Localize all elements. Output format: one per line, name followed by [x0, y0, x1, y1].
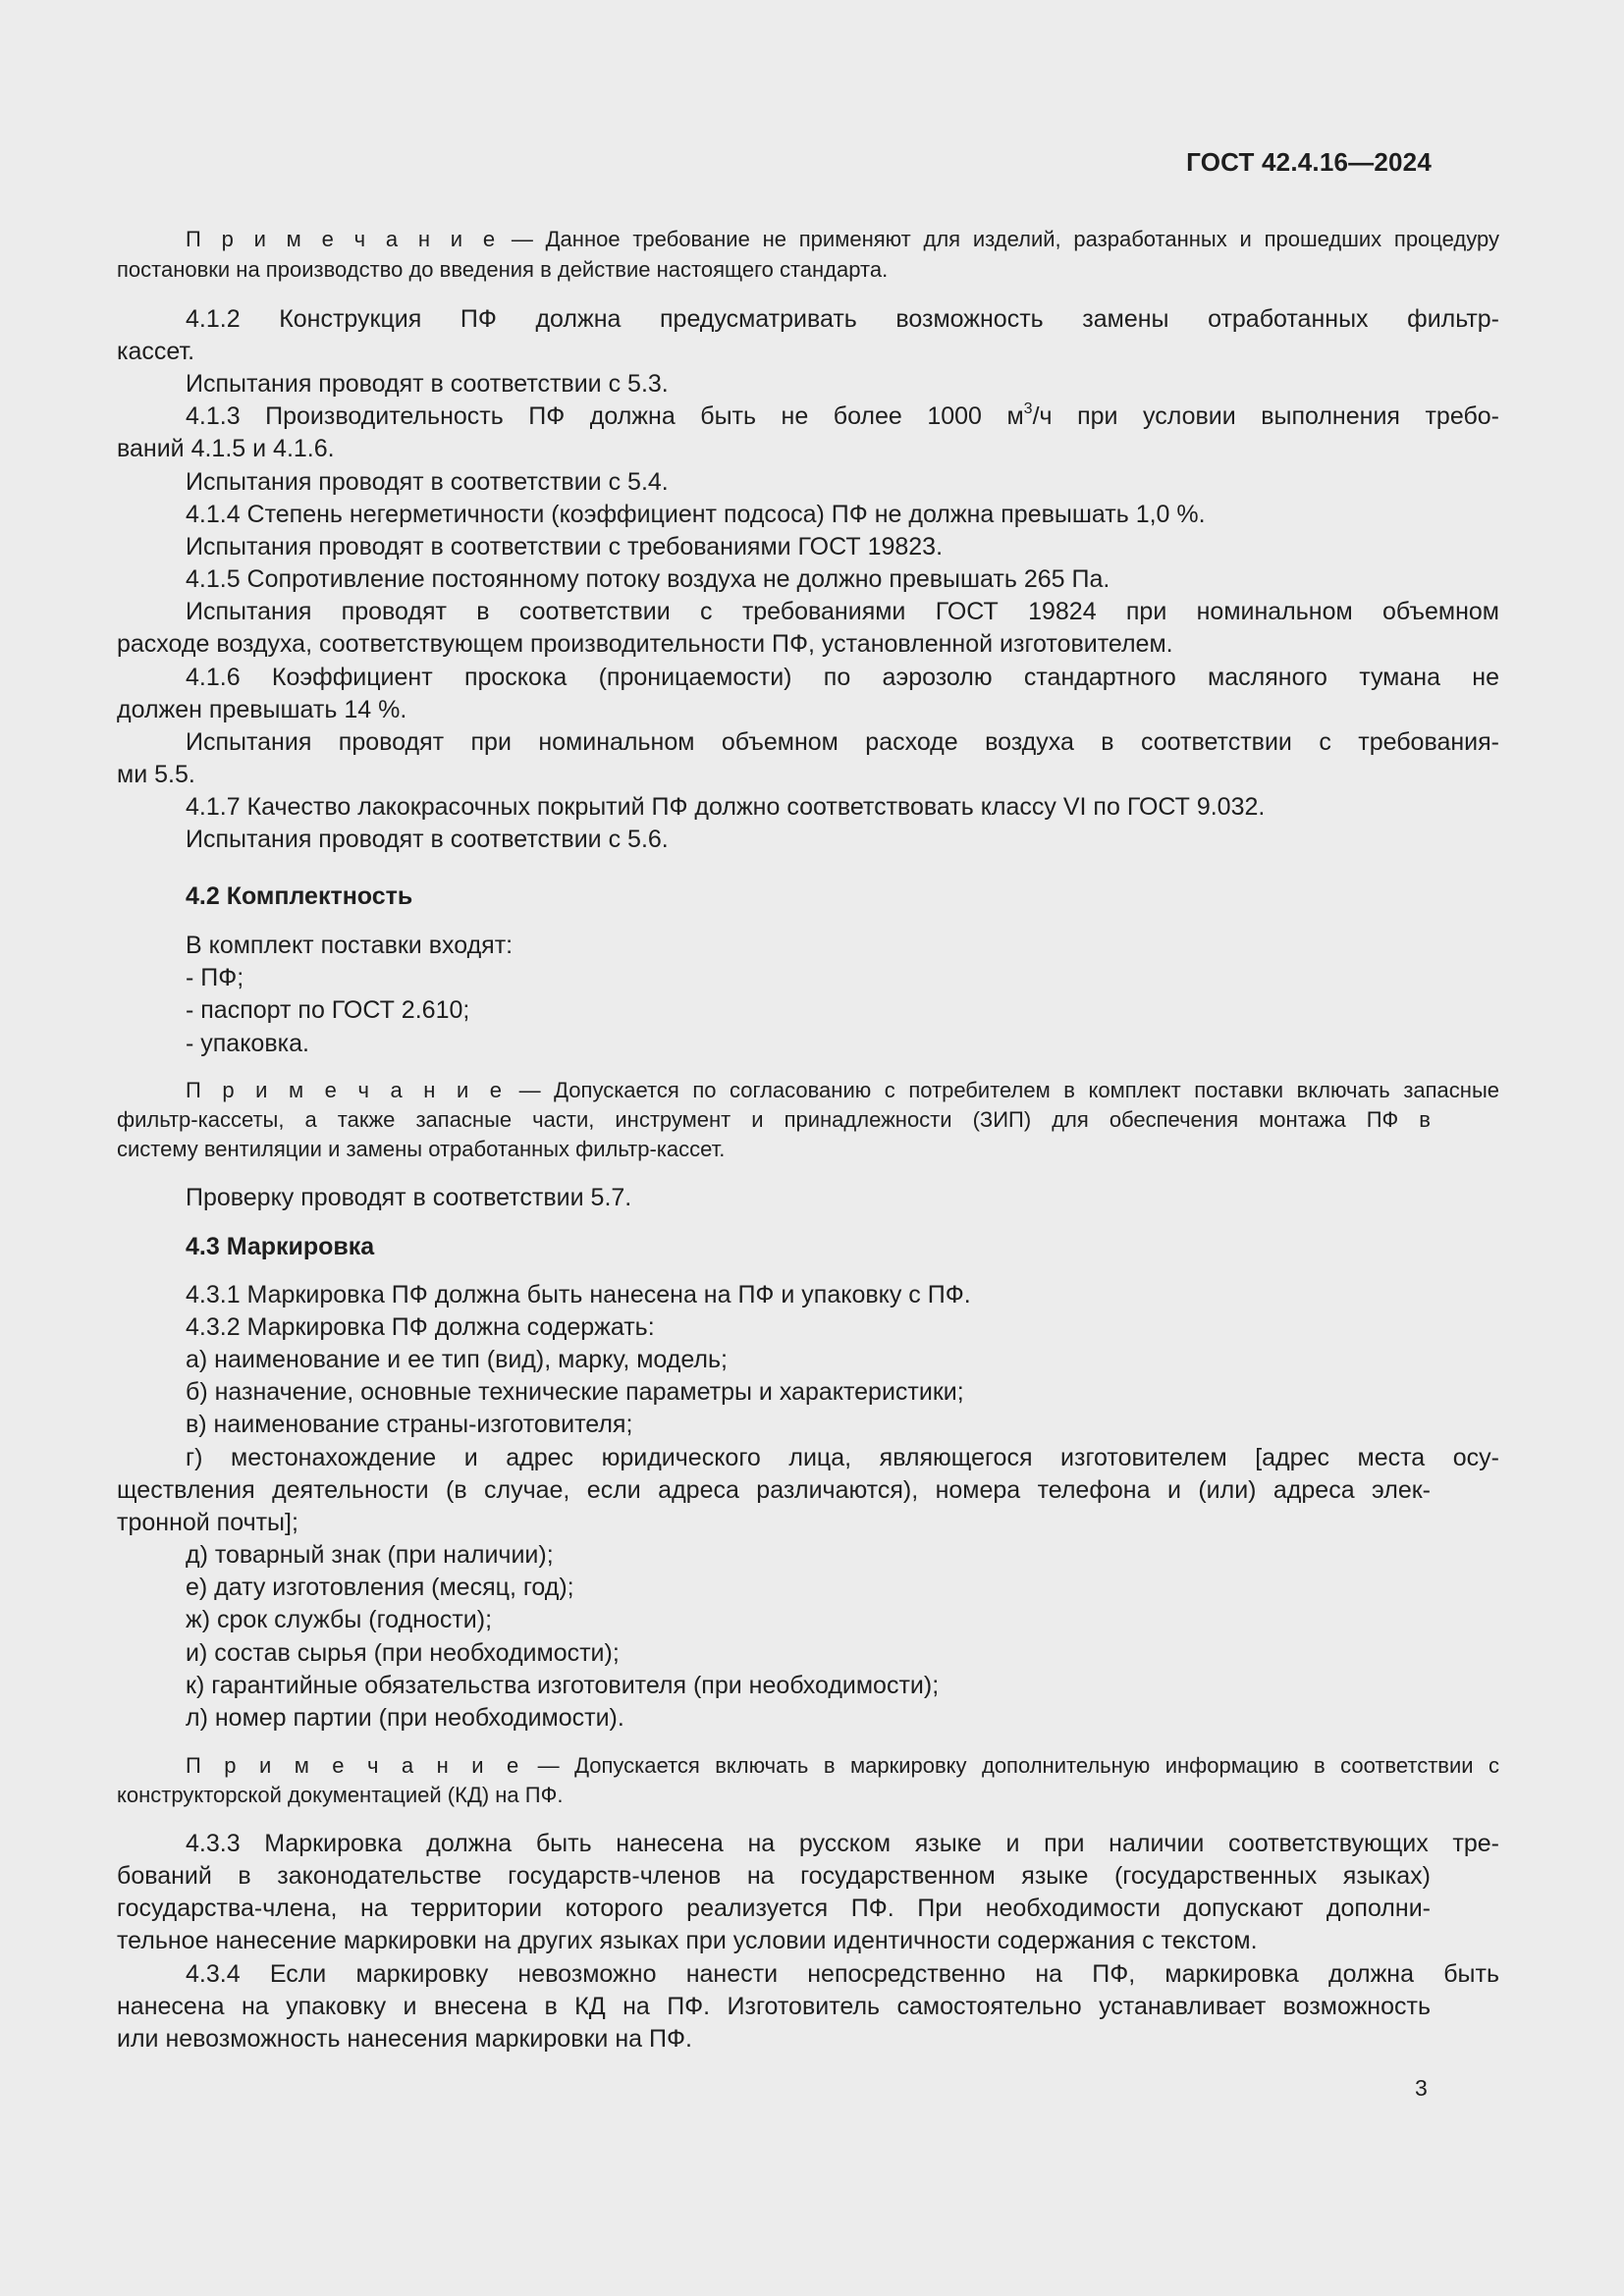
note2-line1	[117, 1076, 1499, 1105]
clause-4-3-3-line2: бований в законодательстве государств-членов на государственном языке (государственных языках)	[117, 1862, 1431, 1890]
clause-4-3-1: 4.3.1 Маркировка ПФ должна быть нанесена на ПФ и упаковку с ПФ.	[186, 1281, 971, 1308]
list-item: ж) срок службы (годности);	[186, 1606, 493, 1633]
clause-4-1-4-line1: 4.1.4 Степень негерметичности (коэффициент подсоса) ПФ не должна превышать 1,0 %.	[186, 501, 1206, 528]
clause-4-3-4-line3: или невозможность нанесения маркировки на ПФ.	[117, 2025, 692, 2053]
note2-line2: фильтр-кассеты, а также запасные части, инструмент и принадлежности (ЗИП) для обеспечения монтажа ПФ в	[117, 1107, 1431, 1132]
list-item: б) назначение, основные технические параметры и характеристики;	[186, 1378, 964, 1406]
note1-line1	[117, 225, 1499, 254]
clause-4-1-5-test1: Испытания проводят в соответствии с требованиями ГОСТ 19824 при номинальном объемном	[186, 598, 1499, 625]
clause-4-1-3-line1	[117, 400, 1499, 433]
clause-4-1-6-line2: должен превышать 14 %.	[117, 696, 407, 723]
clause-4-3-4-line1: 4.3.4 Если маркировку невозможно нанести непосредственно на ПФ, маркировка должна быть	[186, 1960, 1499, 1988]
section-4-3-heading: 4.3 Маркировка	[186, 1233, 375, 1260]
section-4-2-heading: 4.2 Комплектность	[186, 882, 413, 910]
clause-4-1-7-line1: 4.1.7 Качество лакокрасочных покрытий ПФ должно соответствовать классу VI по ГОСТ 9.032.	[186, 793, 1266, 821]
note3-line1	[117, 1751, 1499, 1781]
list-item: д) товарный знак (при наличии);	[186, 1541, 554, 1569]
clause-4-1-6-line1: 4.1.6 Коэффициент проскока (проницаемости) по аэрозолю стандартного масляного тумана не	[186, 664, 1499, 691]
document-header: ГОСТ 42.4.16—2024	[1186, 147, 1432, 177]
list-item: - паспорт по ГОСТ 2.610;	[186, 996, 470, 1024]
note2-line3: систему вентиляции и замены отработанных фильтр-кассет.	[117, 1137, 726, 1161]
list-item-g-line3: тронной почты];	[117, 1509, 298, 1536]
clause-4-1-3-text-a: 4.1.3 Производительность ПФ должна быть не более 1000 м	[186, 402, 1024, 430]
clause-4-1-5-test2: расходе воздуха, соответствующем производительности ПФ, установленной изготовителем.	[117, 630, 1173, 658]
page-number: 3	[1415, 2075, 1428, 2101]
note1-line2: постановки на производство до введения в действие настоящего стандарта.	[117, 257, 889, 282]
clause-4-1-6-test1: Испытания проводят при номинальном объемном расходе воздуха в соответствии с требования-	[186, 728, 1499, 756]
list-item: в) наименование страны-изготовителя;	[186, 1411, 633, 1438]
note-label: П р и м е ч а н и е	[186, 227, 500, 251]
check-statement: Проверку проводят в соответствии 5.7.	[186, 1184, 632, 1211]
list-item: и) состав сырья (при необходимости);	[186, 1639, 620, 1667]
list-item-g-line1: г) местонахождение и адрес юридического лица, являющегося изготовителем [адрес места осу-	[186, 1444, 1499, 1471]
note3-line2: конструкторской документацией (КД) на ПФ.	[117, 1783, 564, 1807]
clause-4-1-2-line1: 4.1.2 Конструкция ПФ должна предусматривать возможность замены отработанных фильтр-	[186, 305, 1499, 333]
note3-text: — Допускается включать в маркировку дополнительную информацию в соответствии с	[522, 1753, 1499, 1778]
clause-4-1-3-text-b: /ч при условии выполнения требо-	[1032, 402, 1499, 430]
clause-4-1-7-test: Испытания проводят в соответствии с 5.6.	[186, 826, 669, 853]
clause-4-1-3-test: Испытания проводят в соответствии с 5.4.	[186, 468, 669, 496]
note2-text: — Допускается по согласованию с потребителем в комплект поставки включать запасные	[506, 1078, 1499, 1102]
note-label: П р и м е ч а н и е	[186, 1078, 507, 1102]
list-item: к) гарантийные обязательства изготовителя (при необходимости);	[186, 1672, 940, 1699]
clause-4-3-2: 4.3.2 Маркировка ПФ должна содержать:	[186, 1313, 655, 1341]
superscript: 3	[1023, 400, 1033, 417]
list-item-g-line2: ществления деятельности (в случае, если адреса различаются), номера телефона и (или) адреса элек-	[117, 1476, 1431, 1504]
list-item: а) наименование и ее тип (вид), марку, модель;	[186, 1346, 728, 1373]
list-item: л) номер партии (при необходимости).	[186, 1704, 624, 1732]
clause-4-1-2-line2: кассет.	[117, 338, 195, 365]
clause-4-3-4-line2: нанесена на упаковку и внесена в КД на ПФ. Изготовитель самостоятельно устанавливает возможность	[117, 1993, 1431, 2020]
clause-4-1-2-test: Испытания проводят в соответствии с 5.3.	[186, 370, 669, 398]
clause-4-1-4-test: Испытания проводят в соответствии с требованиями ГОСТ 19823.	[186, 533, 944, 561]
list-item: - упаковка.	[186, 1030, 309, 1057]
clause-4-3-3-line4: тельное нанесение маркировки на других языках при условии идентичности содержания с текстом.	[117, 1927, 1258, 1954]
list-item: е) дату изготовления (месяц, год);	[186, 1574, 574, 1601]
list-item: - ПФ;	[186, 964, 244, 991]
section-4-2-intro: В комплект поставки входят:	[186, 932, 514, 959]
clause-4-3-3-line1: 4.3.3 Маркировка должна быть нанесена на русском языке и при наличии соответствующих тре-	[186, 1830, 1499, 1857]
clause-4-1-5-line1: 4.1.5 Сопротивление постоянному потоку воздуха не должно превышать 265 Па.	[186, 565, 1110, 593]
note-label: П р и м е ч а н и е	[186, 1753, 523, 1778]
clause-4-1-3-line2: ваний 4.1.5 и 4.1.6.	[117, 435, 335, 462]
clause-4-3-3-line3: государства-члена, на территории которого реализуется ПФ. При необходимости допускают дополни-	[117, 1895, 1431, 1922]
clause-4-1-6-test2: ми 5.5.	[117, 761, 195, 788]
note1-text: — Данное требование не применяют для изделий, разработанных и прошедших процедуру	[499, 227, 1499, 251]
